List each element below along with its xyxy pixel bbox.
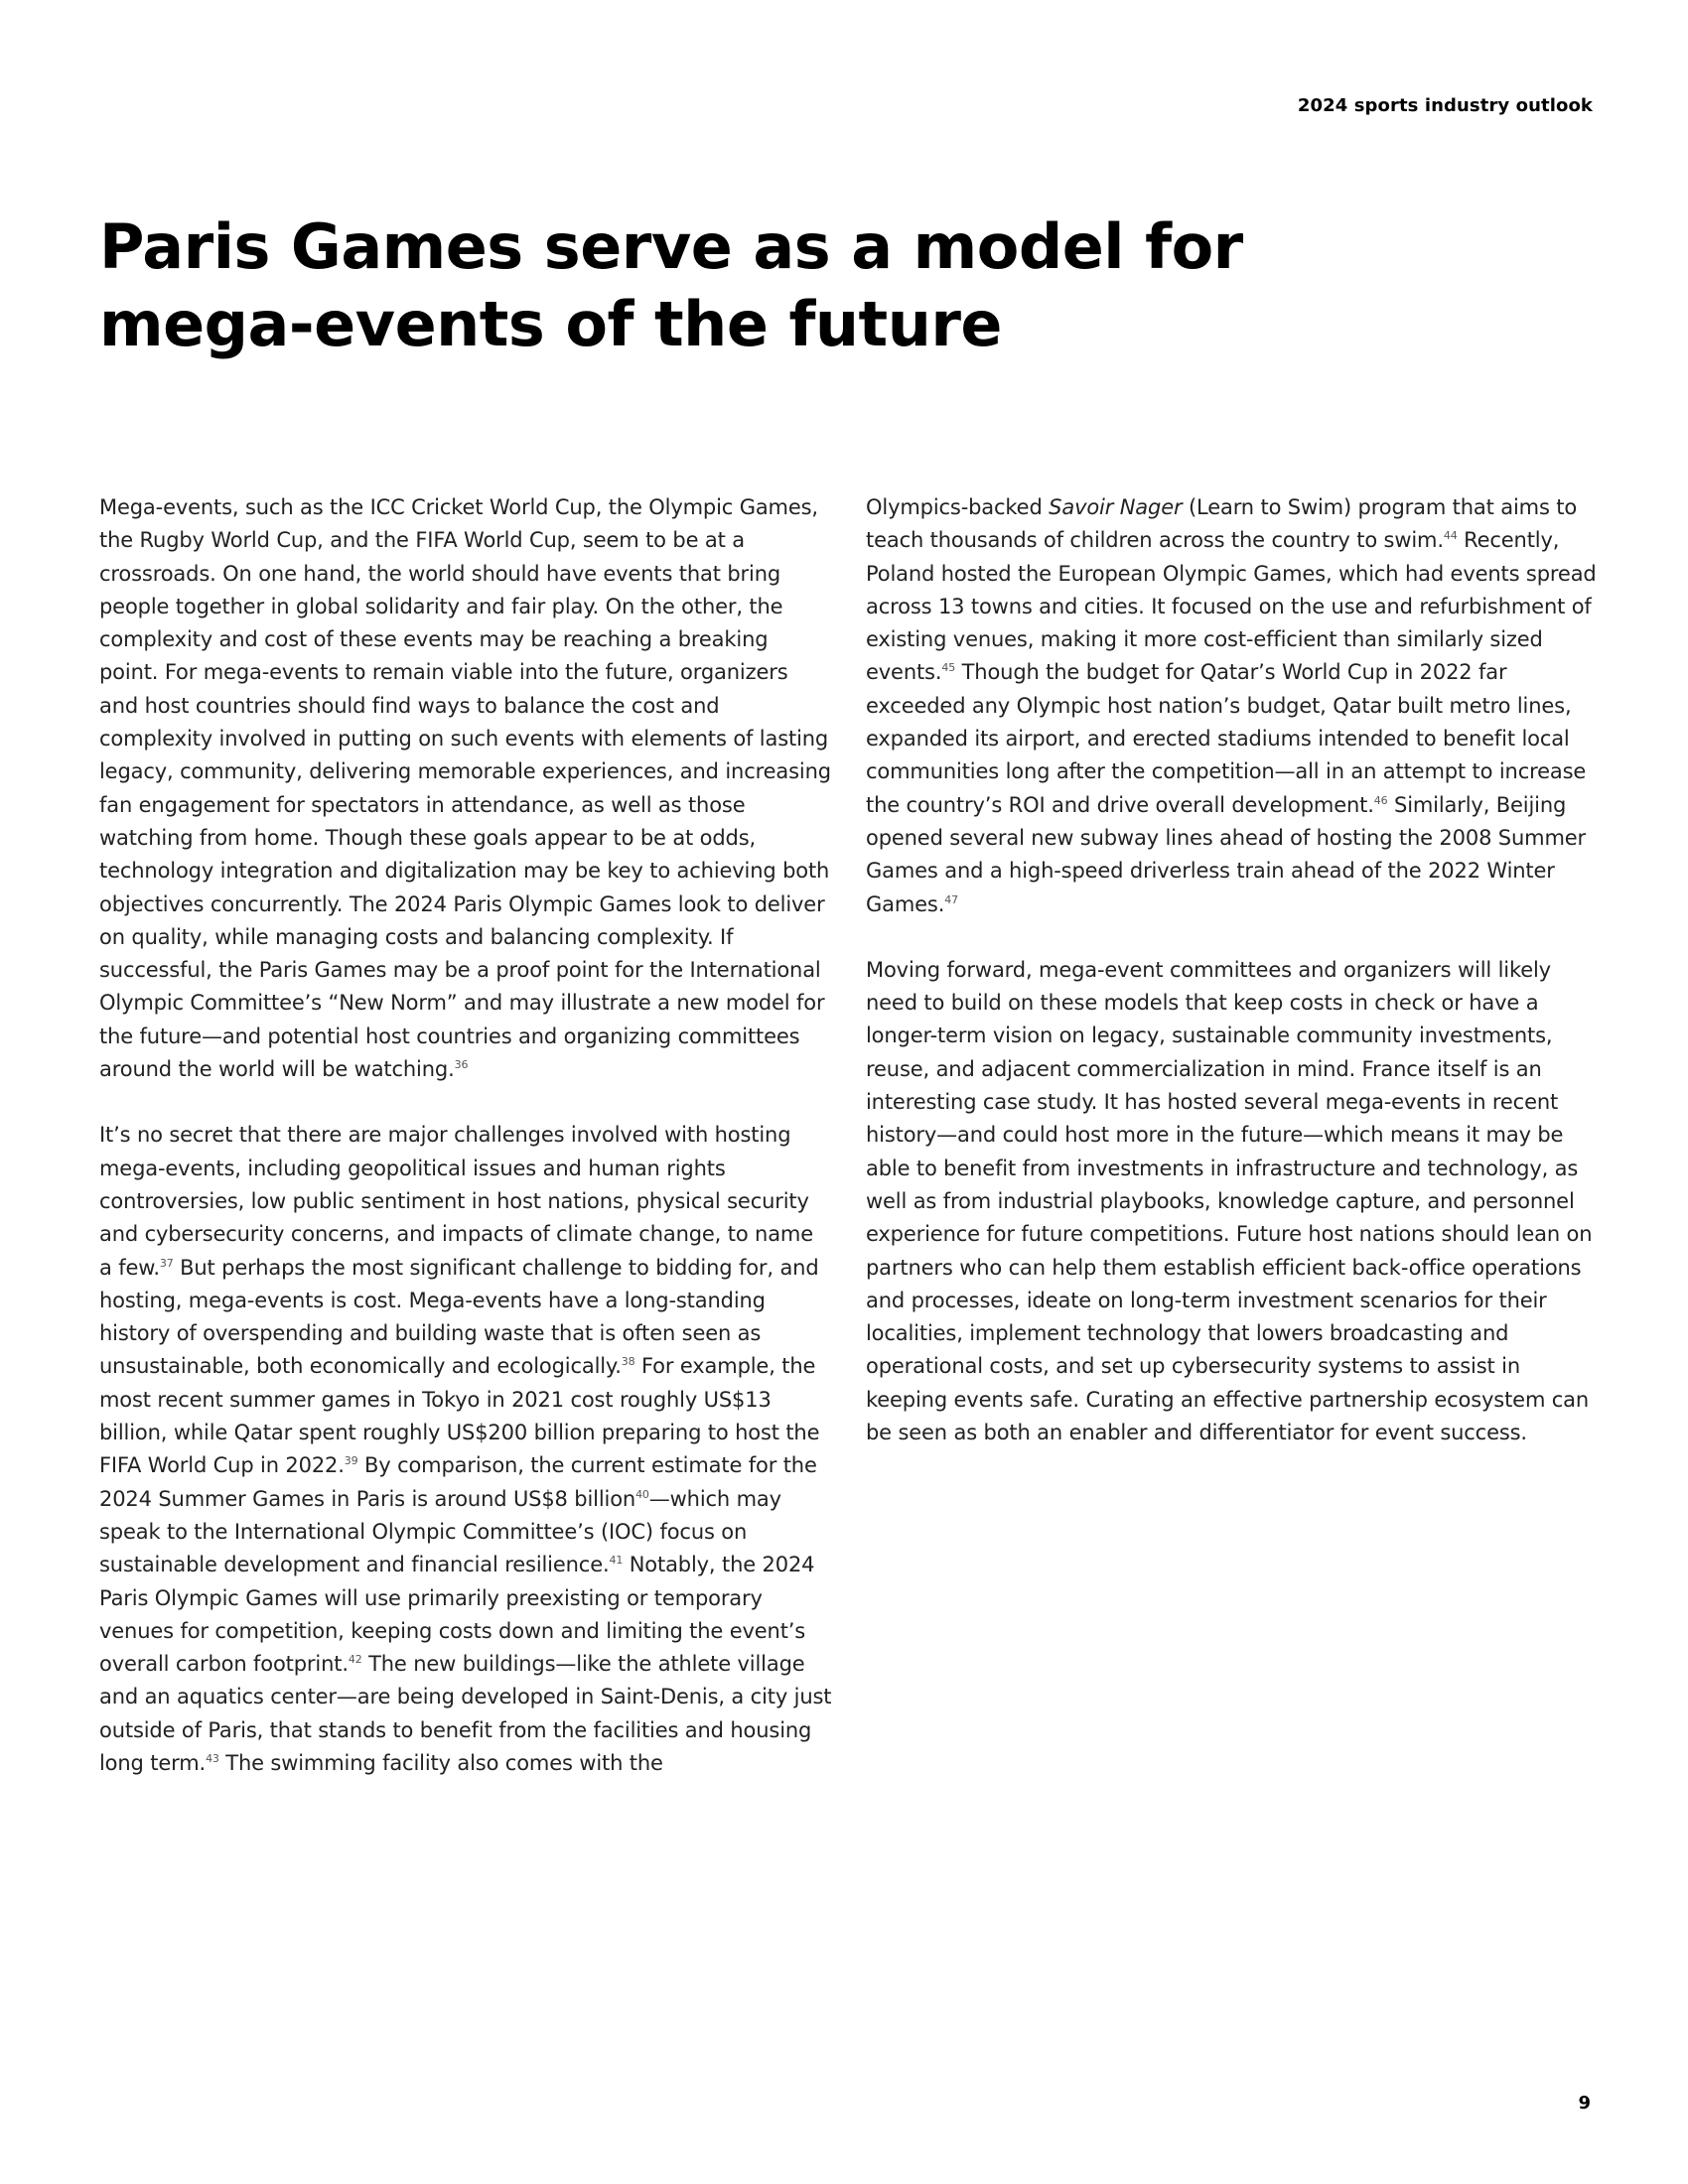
footnote-ref: 37 (159, 1256, 174, 1270)
footnote-ref: 40 (635, 1487, 649, 1501)
paragraph-text: Similarly, Beijing opened several new subway lines ahead of hosting the 2008 Summer Games and a high-speed driverless train ahead of the 2022 Winter Games. (866, 792, 1587, 916)
paragraph-mega-events-intro (99, 491, 832, 1086)
program-name: Savoir Nager (1049, 495, 1183, 519)
paragraph-text: (Learn to Swim) program that aims to teach thousands of children across the country to swim. (866, 495, 1578, 553)
footnote-ref: 45 (941, 661, 956, 675)
paragraph-text: For example, the most recent summer games in Tokyo in 2021 cost roughly US$13 billion, while Qatar spent roughly US$200 billion preparing to host the FIFA World Cup in 2022. (99, 1354, 820, 1478)
footnote-ref: 38 (621, 1355, 635, 1369)
paragraph-text: The swimming facility also comes with the (218, 1750, 663, 1775)
paragraph-text: But perhaps the most significant challenge to bidding for, and hosting, mega-events is cost. Mega-events have a long-standing history of overspending and building waste that is often seen as unsustainable, both economically and ecologically. (99, 1255, 819, 1379)
footnote-ref: 43 (206, 1751, 219, 1765)
footnote-ref: 39 (344, 1454, 358, 1468)
paragraph-text: It’s no secret that there are major challenges involved with hosting mega-events, including geopolitical issues and human rights controversies, low public sentiment in host nations, physical security and cybersecurity concerns, and impacts of climate change, to name a few. (99, 1123, 813, 1280)
paragraph-text: The new buildings—like the athlete village and an aquatics center—are being developed in Saint-Denis, a city just outside of Paris, that stands to benefit from the facilities and housing long term. (99, 1652, 832, 1775)
right-column (866, 491, 1601, 1449)
page-title-line-1: Paris Games serve as a model for (99, 210, 1243, 283)
footnote-ref: 41 (609, 1554, 624, 1568)
footnote-ref: 44 (1443, 529, 1458, 543)
page-number: 9 (1578, 2093, 1591, 2114)
footnote-ref: 47 (944, 892, 958, 906)
paragraph-moving-forward (866, 954, 1601, 1449)
paragraph-text: By comparison, the current estimate for the 2024 Summer Games in Paris is around US$8 billion (99, 1453, 817, 1511)
page-title-line-2: mega-events of the future (99, 288, 1002, 360)
left-column (99, 491, 832, 1780)
running-header: 2024 sports industry outlook (1297, 95, 1593, 116)
paragraph-case-studies (866, 491, 1601, 921)
page-title (99, 208, 1390, 363)
paragraph-text: Mega-events, such as the ICC Cricket World Cup, the Olympic Games, the Rugby World Cup, and the FIFA World Cup, seem to be at a crossroads. On one hand, the world should have events that bring people together in global solidarity and fair play. On the other, the complexity and cost of these events may be reaching a breaking point. For mega-events to remain viable into the future, organizers and host countries should find ways to balance the cost and complexity involved in putting on such events with elements of lasting legacy, community, delivering memorable experiences, and increasing fan engagement for spectators in attendance, as well as those watching from home. Though these goals appear to be at odds, technology integration and digitalization may be key to achieving both objectives concurrently. The 2024 Paris Olympic Games look to deliver on quality, while managing costs and balancing complexity. If successful, the Paris Games may be a proof point for the International Olympic Committee’s “New Norm” and may illustrate a new model for the future—and potential host countries and organizing committees around the world will be watching. (99, 495, 831, 1082)
paragraph-text: Recently, Poland hosted the European Olympic Games, which had events spread across 13 towns and cities. It focused on the use and refurbishment of existing venues, making it more cost-efficient than similarly sized events. (866, 528, 1597, 685)
paragraph-text: Notably, the 2024 Paris Olympic Games will use primarily preexisting or temporary venues for competition, keeping costs down and limiting the event’s overall carbon footprint. (99, 1553, 815, 1677)
footnote-ref: 46 (1373, 793, 1388, 807)
paragraph-text: Though the budget for Qatar’s World Cup in 2022 far exceeded any Olympic host nation’s budget, Qatar built metro lines, expanded its airport, and erected stadiums intended to benefit local communities long after the competition—all in an attempt to increase the country’s ROI and drive overall development. (866, 660, 1587, 817)
paragraph-text: Olympics-backed (866, 495, 1050, 519)
footnote-ref: 42 (348, 1653, 362, 1667)
footnote-ref: 36 (454, 1058, 469, 1072)
paragraph-text: Moving forward, mega-event committees and organizers will likely need to build on these models that keep costs in check or have a longer-term vision on legacy, sustainable community investments, reuse, and adjacent commercialization in mind. France itself is an interesting case study. It has hosted several mega-events in recent history—and could host more in the future—which means it may be able to benefit from investments in infrastructure and technology, as well as from industrial playbooks, knowledge capture, and personnel experience for future competitions. Future host nations should lean on partners who can help them establish efficient back-office operations and processes, ideate on long-term investment scenarios for their localities, implement technology that lowers broadcasting and operational costs, and set up cybersecurity systems to assist in keeping events safe. Curating an effective partnership ecosystem can be seen as both an enabler and differentiator for event success. (866, 957, 1593, 1445)
paragraph-text: —which may speak to the International Olympic Committee’s (IOC) focus on sustainable development and financial resilience. (99, 1486, 781, 1577)
paragraph-challenges (99, 1119, 832, 1780)
